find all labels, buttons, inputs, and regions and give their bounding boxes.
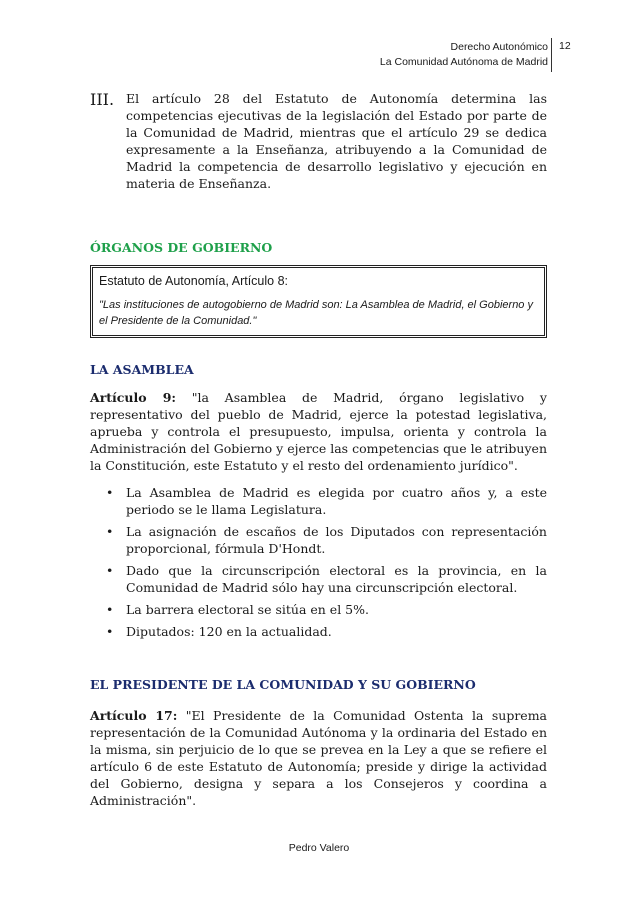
- bullet-icon: •: [106, 524, 114, 539]
- bullet-icon: •: [106, 485, 114, 500]
- bullet-icon: •: [106, 563, 114, 578]
- article-17-paragraph: [90, 707, 547, 809]
- section-heading-presidente: EL PRESIDENTE DE LA COMUNIDAD Y SU GOBIERNO: [90, 677, 476, 692]
- list-item: • La Asamblea de Madrid es elegida por cuatro años y, a este periodo se le llama Legislatura.: [106, 485, 547, 517]
- article-17-label: Artículo 17:: [90, 708, 178, 723]
- bullet-icon: •: [106, 624, 114, 639]
- quote-box-text: "Las instituciones de autogobierno de Madrid son: La Asamblea de Madrid, el Gobierno y el Presidente de la Comunidad.": [99, 299, 533, 327]
- article-9-text: "la Asamblea de Madrid, órgano legislativo y representativo del pueblo de Madrid, ejerce la potestad legislativa, aprueba y controla el presupuesto, impulsa, orienta y controla la Administración del Gobierno y ejerce las competencias que le atribuyen la Constitución, este Estatuto y el resto del ordenamiento jurídico".: [90, 390, 547, 473]
- asamblea-bullet-list: [90, 484, 547, 640]
- section-heading-organos: ÓRGANOS DE GOBIERNO: [90, 240, 273, 255]
- page-content: [90, 90, 547, 809]
- page-header: [380, 40, 548, 70]
- header-chapter: La Comunidad Autónoma de Madrid: [379, 56, 548, 68]
- list-item: • Dado que la circunscripción electoral es la provincia, en la Comunidad de Madrid sólo hay una circunscripción electoral.: [106, 563, 547, 595]
- article-9-paragraph: [90, 389, 547, 474]
- header-subject: Derecho Autonómico: [450, 41, 548, 53]
- page-number: 12: [559, 40, 571, 52]
- page-footer-author: Pedro Valero: [288, 842, 350, 854]
- section-heading-asamblea: LA ASAMBLEA: [90, 362, 194, 377]
- list-item: • La asignación de escaños de los Diputados con representación proporcional, fórmula D'Hondt.: [106, 524, 547, 556]
- numbered-item-iii: [90, 90, 547, 192]
- bullet-icon: •: [106, 602, 114, 617]
- list-item: • La barrera electoral se sitúa en el 5%.: [106, 602, 369, 617]
- header-divider: [551, 38, 552, 72]
- item-number: III.: [90, 90, 115, 109]
- quote-box-title: Estatuto de Autonomía, Artículo 8:: [99, 274, 289, 288]
- article-9-label: Artículo 9:: [90, 390, 177, 405]
- list-item: • Diputados: 120 en la actualidad.: [106, 624, 332, 639]
- item-text: El artículo 28 del Estatuto de Autonomía determina las competencias ejecutivas de la legislación del Estado por parte de la Comunidad de Madrid, mientras que el artículo 29 se dedica expresamente a la Enseñanza, atribuyendo a la Comunidad de Madrid la competencia de desarrollo legislativo y ejecución en materia de Enseñanza.: [126, 91, 547, 191]
- article-17-text: "El Presidente de la Comunidad Ostenta la suprema representación de la Comunidad Autónoma y la ordinaria del Estado en la misma, sin perjuicio de lo que se prevea en la Ley a que se refiere el artículo 6 de este Estatuto de Autonomía; preside y dirige la actividad del Gobierno, designa y separa a los Consejeros y coordina a Administración".: [90, 708, 547, 808]
- statute-quote-box: [90, 265, 547, 338]
